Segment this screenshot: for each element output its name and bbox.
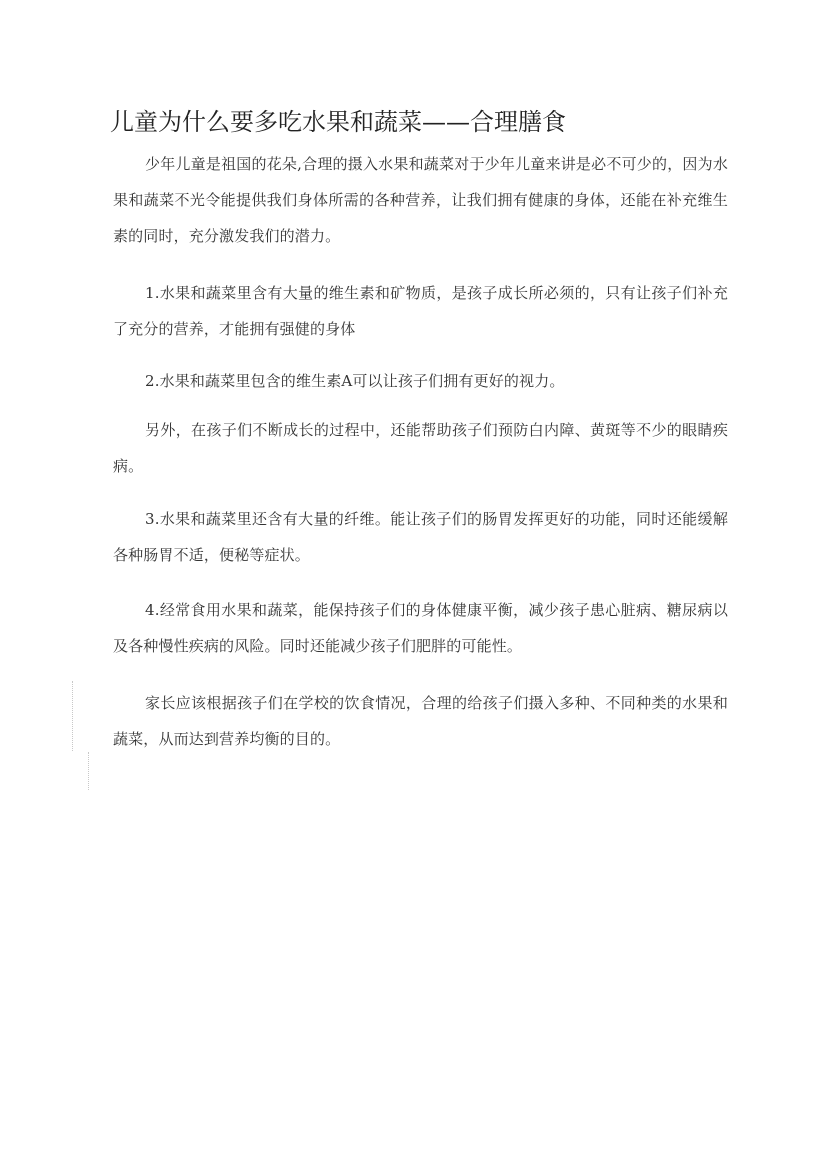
margin-dotted-mark <box>72 681 73 751</box>
paragraph-point-3: 3.水果和蔬菜里还含有大量的纤维。能让孩子们的肠胃发挥更好的功能，同时还能缓解各种肠胃不适，便秘等症状。 <box>113 510 728 564</box>
paragraph-intro: 少年儿童是祖国的花朵,合理的摄入水果和蔬菜对于少年儿童来讲是必不可少的，因为水果和蔬菜不光令能提供我们身体所需的各种营养，让我们拥有健康的身体，还能在补充维生素的同时，充分激发我们的潜力。 <box>113 155 728 245</box>
paragraph-point-4: 4.经常食用水果和蔬菜，能保持孩子们的身体健康平衡，减少孩子患心脏病、糖尿病以及各种慢性疾病的风险。同时还能减少孩子们肥胖的可能性。 <box>113 601 728 655</box>
document-title: 儿童为什么要多吃水果和蔬菜——合理膳食 <box>110 108 566 136</box>
paragraph-point-1: 1.水果和蔬菜里含有大量的维生素和矿物质，是孩子成长所必须的，只有让孩子们补充了充分的营养，才能拥有强健的身体 <box>113 284 728 338</box>
paragraph-conclusion: 家长应该根据孩子们在学校的饮食情况，合理的给孩子们摄入多种、不同种类的水果和蔬菜，从而达到营养均衡的目的。 <box>113 694 728 748</box>
margin-dotted-mark <box>88 752 89 790</box>
paragraph-point-2-extra: 另外，在孩子们不断成长的过程中，还能帮助孩子们预防白内障、黄斑等不少的眼睛疾病。 <box>113 421 728 475</box>
paragraph-point-2: 2.水果和蔬菜里包含的维生素A可以让孩子们拥有更好的视力。 <box>145 372 565 390</box>
